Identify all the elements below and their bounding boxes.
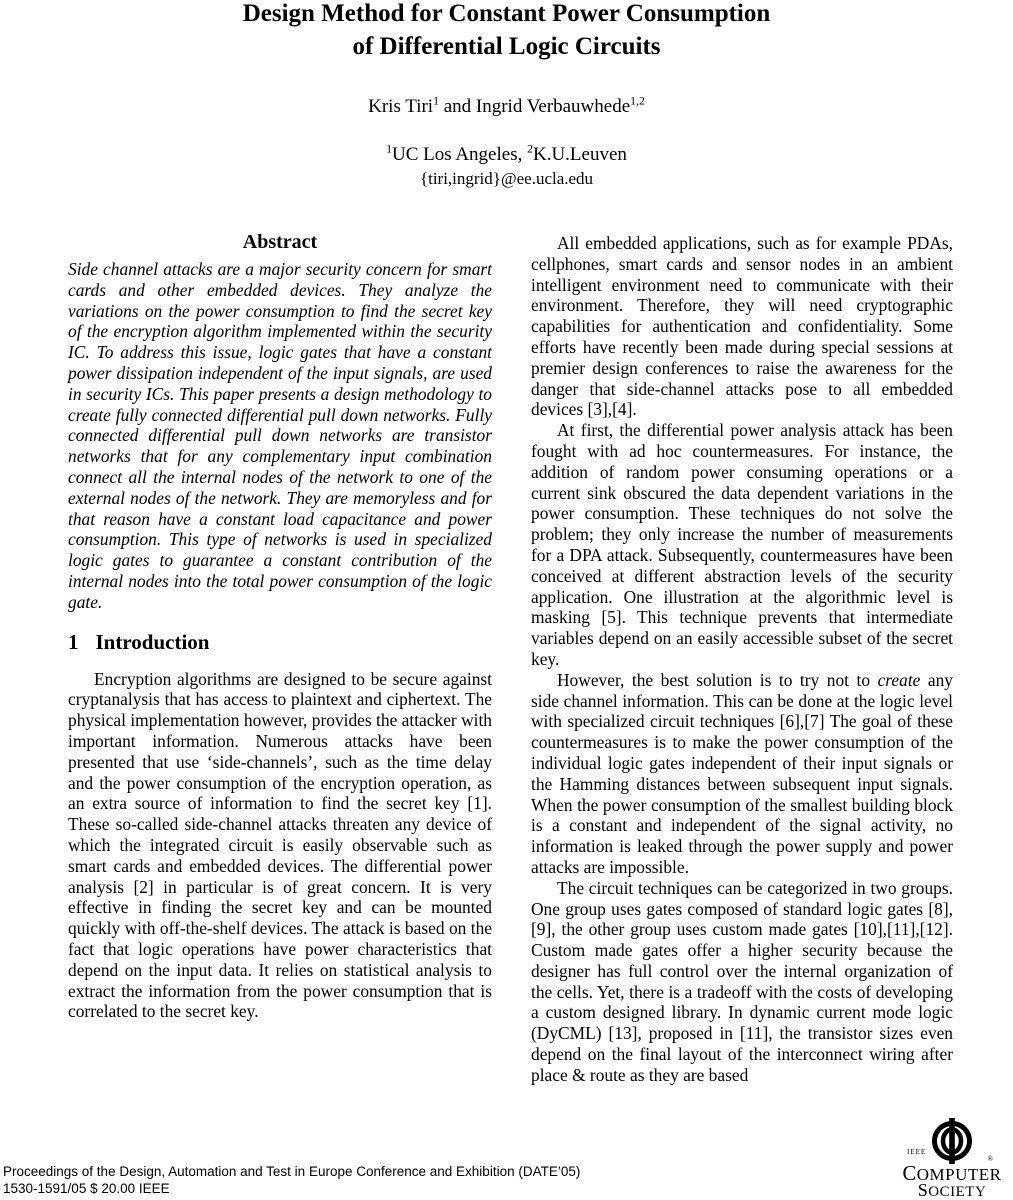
ieee-label: IEEE [907, 1148, 927, 1156]
paper-title [0, 0, 1013, 63]
right-column [531, 233, 953, 1086]
affiliation-superscript-2: 2 [527, 142, 533, 156]
affiliation-1: UC Los Angeles, [391, 144, 528, 165]
paragraph-3-text-end: any side channel information. This can be done at the logic level with specialized circuit techniques [6],[7] The goal of these countermeasures is to make the power consumption of the individual logic gates independent of their input signals or the Hamming distances between subsequent input signals. When the power consumption of the smallest building block is a constant and independent of the signal activity, no information is leaked through the power supply and power attacks are impossible. [531, 669, 954, 877]
author-superscript-2: 1,2 [630, 94, 645, 108]
section-title: Introduction [95, 629, 210, 654]
left-column [68, 230, 492, 1022]
body-paragraph-2: At first, the differential power analysis attack has been fought with ad hoc countermeasures. For instance, the addition of random power consuming operations or a current sink obscured the data dependent variations in the power consumption. These techniques do not solve the problem; they only increase the number of measurements for a DPA attack. Subsequently, countermeasures have been conceived at different abstraction levels of the security application. One illustration at the algorithmic level is masking [5]. This technique prevents that intermediate variables depend on an easily accessible subset of the secret key. [531, 420, 953, 669]
authors-line [0, 96, 1013, 118]
author-name-1: Kris Tiri [368, 96, 434, 117]
society-label: SOCIETY [917, 1180, 987, 1200]
affiliation-superscript-1: 1 [386, 142, 392, 156]
paragraph-3-italic-word: create [877, 669, 921, 690]
body-paragraph-3 [531, 670, 953, 878]
introduction-paragraph-1: Encryption algorithms are designed to be secure against cryptanalysis that has access to plaintext and ciphertext. The physical implementation however, provides the attacker with important information. Numerous attacks have been presented that use ‘side-channels’, such as the time delay and the power consumption of the encryption operation, as an extra source of information to find the secret key [1]. These so-called side-channel attacks threaten any device of which the integrated circuit is easily observable such as smart cards and embedded devices. The differential power analysis [2] in particular is of great concern. It is very effective in finding the secret key and can be mounted quickly with off-the-shelf devices. The attack is based on the fact that logic operations have power characteristics that depend on the input data. It relies on statistical analysis to extract the information from the power consumption that is correlated to the secret key. [68, 668, 492, 1022]
body-paragraph-1: All embedded applications, such as for example PDAs, cellphones, smart cards and sensor nodes in an ambient intelligent environment need to communicate with their environment. Therefore, they will need cryptographic capabilities for authentication and confidentiality. Some efforts have recently been made during special sessions at premier design conferences to raise the awareness for the danger that side-channel attacks pose to all embedded devices [3],[4]. [531, 233, 953, 420]
logo-emblem-row [893, 1116, 1011, 1166]
author-name-2: and Ingrid Verbauwhede [438, 96, 631, 117]
section-heading-introduction [68, 630, 492, 654]
author-superscript-1: 1 [433, 94, 439, 108]
body-paragraph-4: The circuit techniques can be categorized in two groups. One group uses gates composed of standard logic gates [8],[9], the other group uses custom made gates [10],[11],[12]. Custom made gates offer a higher security because the designer has full control over the internal organization of the cells. Yet, there is a tradeoff with the costs of developing a custom designed library. In dynamic current mode logic (DyCML) [13], proposed in [11], the transistor sizes even depend on the final layout of the interconnect wiring after place & route as they are based [531, 877, 953, 1085]
paper-title-line-2: of Differential Logic Circuits [352, 33, 661, 60]
affiliation-2: K.U.Leuven [532, 144, 627, 165]
paper-title-line-1: Design Method for Constant Power Consumption [242, 0, 771, 27]
proceedings-line: Proceedings of the Design, Automation and Test in Europe Conference and Exhibition (DATE’05) [3, 1164, 581, 1179]
registered-mark: ® [987, 1155, 993, 1163]
abstract-text: Side channel attacks are a major security concern for smart cards and other embedded devices. They analyze the variations on the power consumption to find the secret key of the encryption algorithm implemented within the security IC. To address this issue, logic gates that have a constant power dissipation independent of the input signals, are used in security ICs. This paper presents a design methodology to create fully connected differential pull down networks. Fully connected differential pull down networks are transistor networks that for any complementary input combination connect all the internal nodes of the network to one of the external nodes of the network. They are memoryless and for that reason have a constant load capacitance and power consumption. This type of networks is used in specialized logic gates to guarantee a constant contribution of the internal nodes into the total power consumption of the logic gate. [68, 259, 492, 612]
computer-label: COMPUTER [902, 1163, 1002, 1185]
copyright-line: 1530-1591/05 $ 20.00 IEEE [3, 1181, 170, 1196]
ieee-computer-society-logo [893, 1116, 1011, 1200]
phi-emblem-icon [929, 1116, 975, 1166]
paragraph-3-text-start: However, the best solution is to try not to [557, 669, 878, 690]
abstract-heading: Abstract [242, 231, 318, 253]
proceedings-footer [3, 1163, 580, 1197]
affiliation-line [0, 144, 1013, 166]
section-number: 1 [68, 629, 79, 654]
email-line: {tiri,ingrid}@ee.ucla.edu [419, 169, 594, 188]
